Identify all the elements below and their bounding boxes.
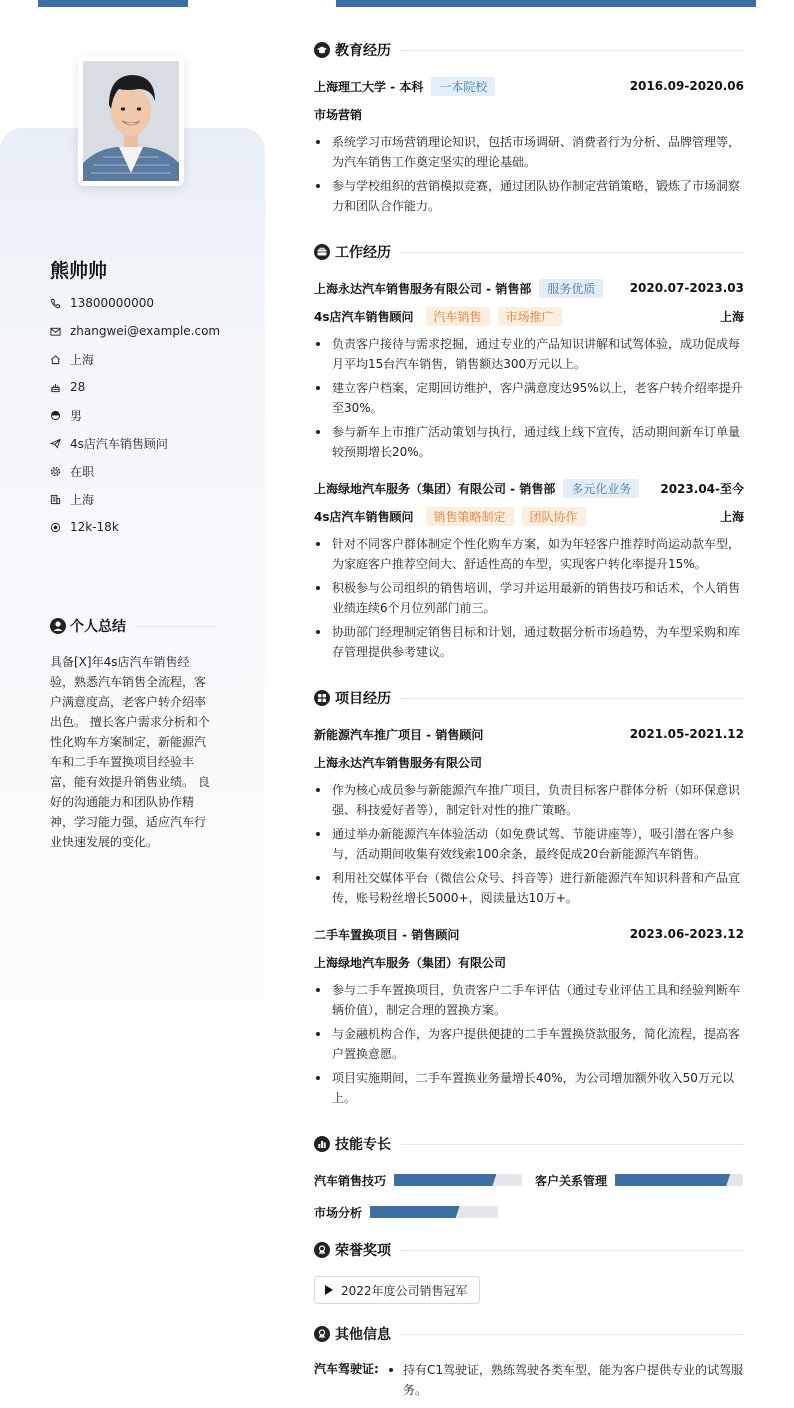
- section-divider: [401, 1334, 744, 1335]
- section-divider: [401, 1250, 744, 1251]
- summary-divider: [134, 626, 216, 627]
- job-city: 上海: [719, 509, 744, 524]
- list-item: 系统学习市场营销理论知识，包括市场调研、消费者行为分析、品牌管理等，为汽车销售工作奠定坚实的理论基础。: [314, 132, 744, 172]
- info-salary: [50, 517, 119, 537]
- cake-icon: [50, 382, 61, 393]
- list-item: 积极参与公司组织的销售培训，学习并运用最新的销售技巧和话术，个人销售业绩连续6个月位列部门前三。: [314, 578, 744, 618]
- status-text: 在职: [70, 464, 95, 479]
- license-text: 持有C1驾驶证，熟练驾驶各类车型，能为客户提供专业的试驾服务。: [387, 1360, 745, 1400]
- award-item[interactable]: [314, 1276, 480, 1304]
- education-header-row: [314, 76, 744, 96]
- job-bullets: [314, 534, 744, 666]
- skill-name: 汽车销售技巧: [314, 1173, 387, 1188]
- target-icon: [50, 522, 61, 533]
- skills-title: 技能专长: [335, 1137, 391, 1153]
- job-role-row: [314, 306, 744, 326]
- award-label: 2022年度公司销售冠军: [341, 1283, 468, 1298]
- skill-name: 市场分析: [314, 1205, 363, 1220]
- briefcase-icon: [314, 244, 330, 260]
- job-date: 2020.07-2023.03: [629, 281, 744, 295]
- list-item: 参与学校组织的营销模拟竞赛，通过团队协作制定营销策略，锻炼了市场洞察力和团队合作能力。: [314, 176, 744, 216]
- skill-item: [535, 1170, 743, 1190]
- profile-photo: [83, 61, 179, 181]
- send-icon: [50, 438, 61, 449]
- avatar: [78, 56, 184, 186]
- project-company: 上海永达汽车销售服务有限公司: [314, 755, 483, 770]
- skill-tag: 销售策略制定: [426, 507, 514, 526]
- section-divider: [401, 252, 744, 253]
- education-heading: [314, 40, 744, 60]
- awards-title: 荣誉奖项: [335, 1243, 391, 1259]
- project-date: 2023.06-2023.12: [629, 927, 744, 941]
- skill-bar: [394, 1174, 522, 1186]
- project-name: 二手车置换项目 - 销售顾问: [314, 927, 460, 942]
- project-company: 上海绿地汽车服务（集团）有限公司: [314, 955, 507, 970]
- company-name: 上海永达汽车销售服务有限公司 - 销售部: [314, 281, 532, 296]
- education-title: 教育经历: [335, 43, 391, 59]
- company-name: 上海绿地汽车服务（集团）有限公司 - 销售部: [314, 481, 556, 496]
- project-header-row: [314, 724, 744, 744]
- list-item: 负责客户接待与需求挖掘，通过专业的产品知识讲解和试驾体验，成功促成每月平均15台汽车销售，销售额达300万元以上。: [314, 334, 744, 374]
- phone-text: 13800000000: [70, 296, 154, 310]
- age-text: 28: [70, 380, 86, 394]
- job-bullets: [314, 334, 744, 466]
- info-gender: [50, 405, 82, 425]
- graduation-cap-icon: [314, 42, 330, 58]
- info-email: [50, 321, 220, 341]
- gender-text: 男: [70, 408, 83, 423]
- job-header-row: [314, 478, 744, 498]
- skill-bar-fill: [394, 1174, 496, 1186]
- school-name: 上海理工大学 - 本科: [314, 79, 424, 94]
- info-position: [50, 433, 168, 453]
- list-item: 建立客户档案，定期回访维护，客户满意度达95%以上，老客户转介绍率提升至30%。: [314, 378, 744, 418]
- section-divider: [401, 50, 744, 51]
- summary-heading: [50, 616, 216, 636]
- bar-chart-icon: [314, 1136, 330, 1152]
- list-item: 通过举办新能源汽车体验活动（如免费试驾、节能讲座等），吸引潜在客户参与，活动期间收集有效线索100余条，最终促成20台新能源汽车销售。: [314, 824, 744, 864]
- list-item: 针对不同客户群体制定个性化购车方案，如为年轻客户推荐时尚运动款车型，为家庭客户推荐空间大、舒适性高的车型，实现客户转化率提升15%。: [314, 534, 744, 574]
- list-item: 与金融机构合作，为客户提供便捷的二手车置换贷款服务，简化流程，提高客户置换意愿。: [314, 1024, 744, 1064]
- info-age: [50, 377, 85, 397]
- skill-tag: 汽车销售: [426, 307, 490, 326]
- user-circle-icon: [50, 618, 66, 634]
- gear-icon: [50, 466, 61, 477]
- list-item: 参与二手车置换项目，负责客户二手车评估（通过专业评估工具和经验判断车辆价值），制定合理的置换方案。: [314, 980, 744, 1020]
- project-company-row: [314, 752, 744, 772]
- education-date: 2016.09-2020.06: [629, 79, 744, 93]
- skill-bar-fill: [370, 1206, 460, 1218]
- school-tag: 一本院校: [431, 77, 495, 96]
- info-status: [50, 461, 94, 481]
- position-text: 4s店汽车销售顾问: [70, 436, 168, 451]
- other-heading: [314, 1324, 744, 1344]
- skill-bar-fill: [615, 1174, 730, 1186]
- major-name: 市场营销: [314, 107, 363, 122]
- info-phone: [50, 293, 154, 313]
- list-item: 项目实施期间，二手车置换业务量增长40%，为公司增加额外收入50万元以上。: [314, 1068, 744, 1108]
- skill-name: 客户关系管理: [535, 1173, 608, 1188]
- home-icon: [50, 354, 61, 365]
- summary-text: 具备[X]年4s店汽车销售经验，熟悉汽车销售全流程，客户满意度高，老客户转介绍率出色。 擅长客户需求分析和个性化购车方案制定，新能源汽车和二手车置换项目经验丰富，能有效提升销售业绩。 良好的沟通能力和团队协作精神，学习能力强，适应汽车行业快速发展的变化。: [50, 655, 210, 849]
- job-header-row: [314, 278, 744, 298]
- skill-tag: 团队协作: [522, 507, 586, 526]
- job-city: 上海: [719, 309, 744, 324]
- email-text: zhangwei@example.com: [70, 324, 221, 338]
- skill-item: [314, 1202, 498, 1222]
- skill-bar: [370, 1206, 498, 1218]
- skill-bar: [615, 1174, 743, 1186]
- gender-icon: [50, 410, 61, 421]
- phone-icon: [50, 298, 61, 309]
- education-bullets: [314, 132, 744, 220]
- list-item: 协助部门经理制定销售目标和计划，通过数据分析市场趋势，为车型采购和库存管理提供参考建议。: [314, 622, 744, 662]
- projects-heading: [314, 688, 744, 708]
- info-city: [50, 489, 94, 509]
- info-location: [50, 349, 94, 369]
- job-role: 4s店汽车销售顾问: [314, 309, 414, 324]
- project-header-row: [314, 924, 744, 944]
- grid-icon: [314, 690, 330, 706]
- skills-heading: [314, 1134, 744, 1154]
- award-icon: [314, 1242, 330, 1258]
- awards-heading: [314, 1240, 744, 1260]
- skill-tag: 市场推广: [498, 307, 562, 326]
- education-major-row: [314, 104, 744, 124]
- location-text: 上海: [70, 352, 95, 367]
- job-date: 2023.04-至今: [660, 481, 744, 496]
- project-bullets: [314, 780, 744, 912]
- top-accent-bar-left: [38, 0, 188, 7]
- license-label: 汽车驾驶证:: [314, 1362, 379, 1376]
- building-icon: [50, 494, 61, 505]
- other-title: 其他信息: [335, 1327, 391, 1343]
- company-tag: 多元化业务: [563, 479, 639, 498]
- list-item: 参与新车上市推广活动策划与执行，通过线上线下宣传，活动期间新车订单量较预期增长20%。: [314, 422, 744, 462]
- top-accent-bar-right: [336, 0, 756, 7]
- work-heading: [314, 242, 744, 262]
- project-name: 新能源汽车推广项目 - 销售顾问: [314, 727, 484, 742]
- list-item: 作为核心成员参与新能源汽车推广项目，负责目标客户群体分析（如环保意识强、科技爱好者等），制定针对性的推广策略。: [314, 780, 744, 820]
- work-title: 工作经历: [335, 245, 391, 261]
- candidate-name: 熊帅帅: [50, 260, 108, 282]
- summary-title: 个人总结: [70, 619, 126, 635]
- job-role-row: [314, 506, 744, 526]
- mail-icon: [50, 326, 61, 337]
- list-item: 利用社交媒体平台（微信公众号、抖音等）进行新能源汽车知识科普和产品宣传，账号粉丝增长5000+，阅读量达10万+。: [314, 868, 744, 908]
- project-date: 2021.05-2021.12: [629, 727, 744, 741]
- projects-title: 项目经历: [335, 691, 391, 707]
- city-text: 上海: [70, 492, 95, 507]
- salary-text: 12k-18k: [70, 520, 119, 534]
- section-divider: [401, 1144, 744, 1145]
- play-icon: [325, 1285, 333, 1295]
- project-company-row: [314, 952, 744, 972]
- skill-item: [314, 1170, 522, 1190]
- project-bullets: [314, 980, 744, 1112]
- job-role: 4s店汽车销售顾问: [314, 509, 414, 524]
- company-tag: 服务优质: [539, 279, 603, 298]
- section-divider: [401, 698, 744, 699]
- award-icon: [314, 1326, 330, 1342]
